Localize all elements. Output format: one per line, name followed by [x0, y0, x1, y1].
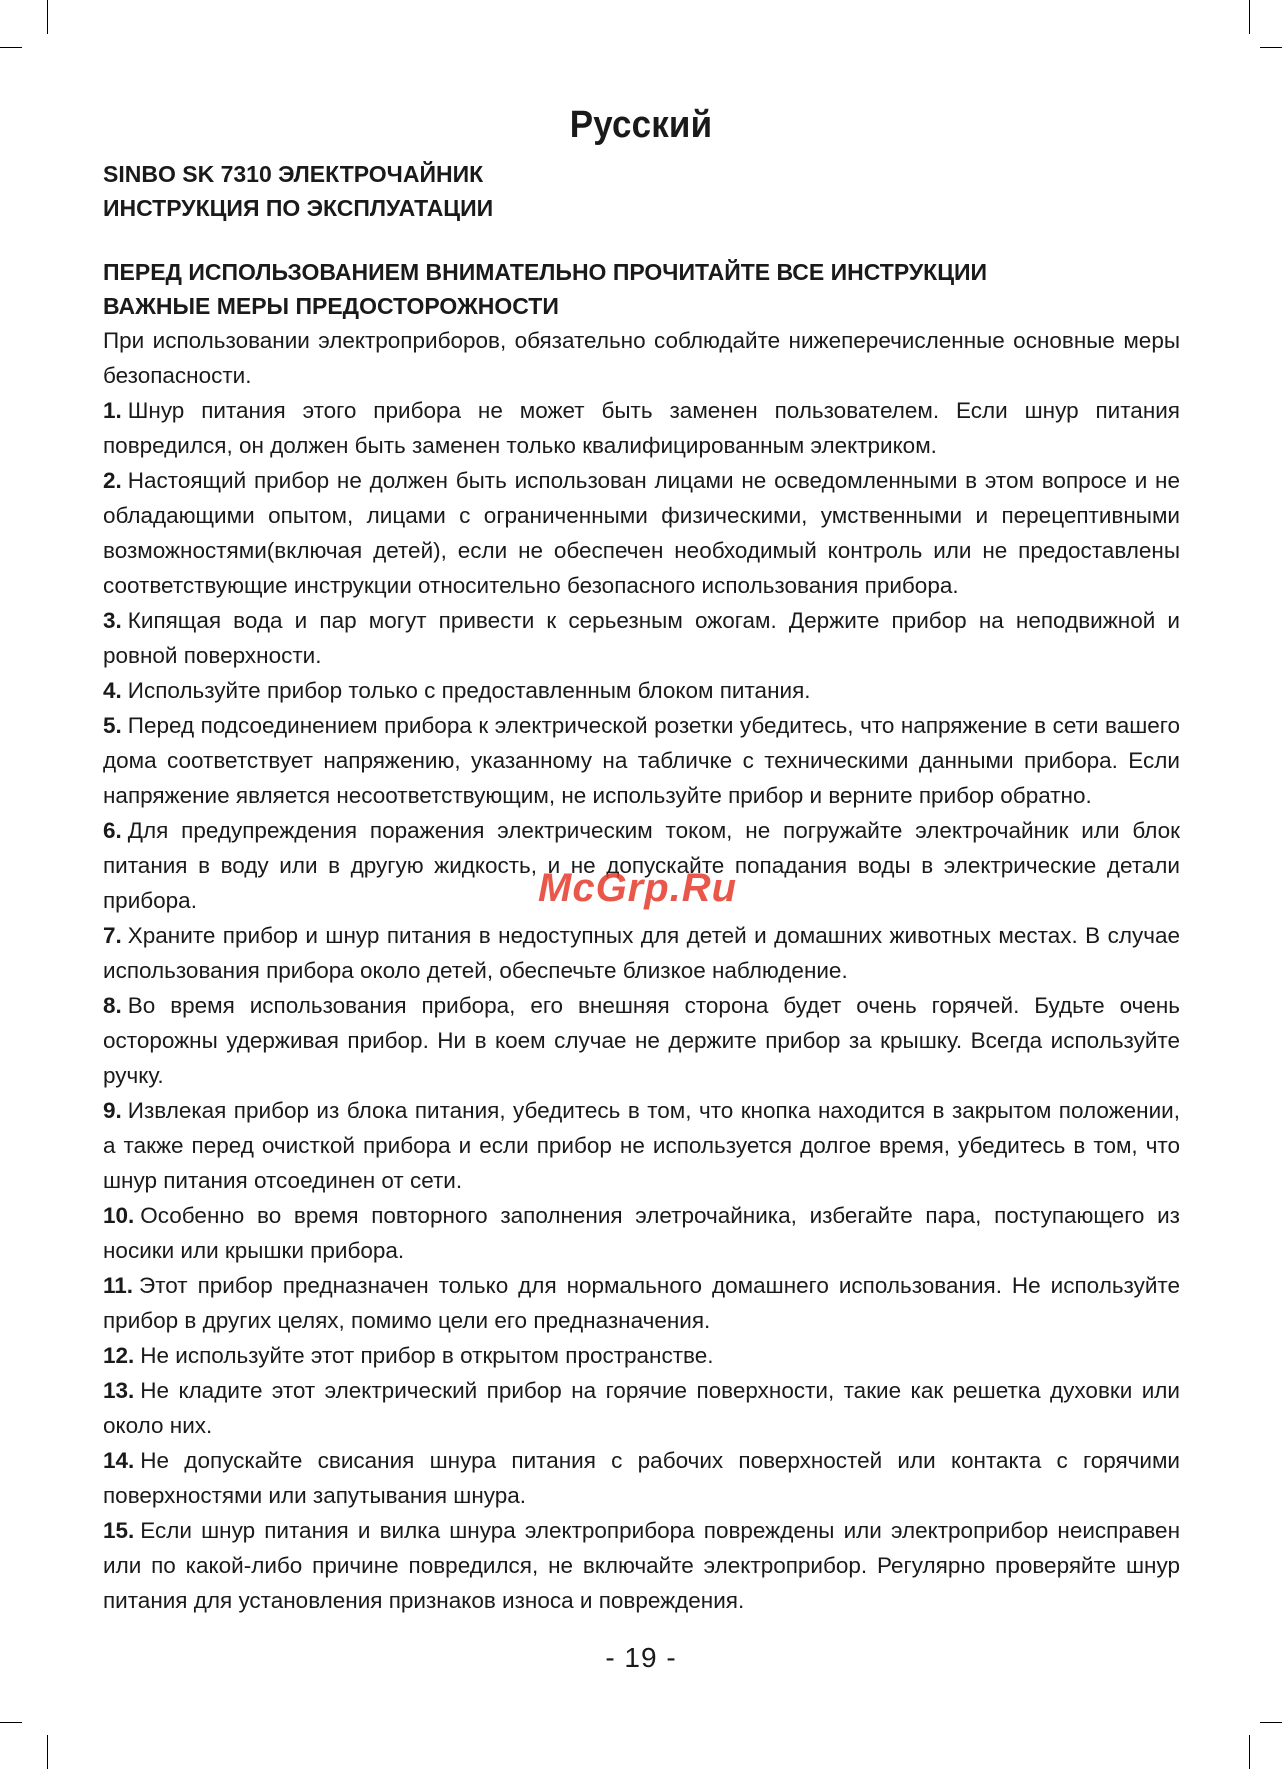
- list-item: [103, 603, 1180, 673]
- page-number: - 19 -: [605, 1642, 677, 1673]
- item-number: 3.: [103, 608, 122, 633]
- crop-mark: [0, 47, 22, 48]
- item-text: Не используйте этот прибор в открытом пространстве.: [140, 1343, 714, 1368]
- item-number: 13.: [103, 1378, 135, 1403]
- item-number: 2.: [103, 468, 122, 493]
- item-number: 4.: [103, 678, 122, 703]
- crop-mark: [47, 0, 48, 34]
- crop-mark: [47, 1735, 48, 1769]
- item-text: Извлекая прибор из блока питания, убедитесь в том, что кнопка находится в закрытом положении, а также перед очисткой прибора и если прибор не используется долгое время, убедитесь в том, что шнур питания отсоединен от сети.: [103, 1098, 1180, 1193]
- list-item: [103, 1373, 1180, 1443]
- item-number: 7.: [103, 923, 122, 948]
- item-text: Если шнур питания и вилка шнура электроприбора повреждены или электроприбор неисправен или по какой-либо причине повредился, не включайте электроприбор. Регулярно проверяйте шнур питания для установления признаков износа и повреждения.: [103, 1518, 1180, 1613]
- item-text: Не кладите этот электрический прибор на горячие поверхности, такие как решетка духовки или около них.: [103, 1378, 1180, 1438]
- item-text: Во время использования прибора, его внешняя сторона будет очень горячей. Будьте очень осторожны удерживая прибор. Ни в коем случае не держите прибор за крышку. Всегда используйте ручку.: [103, 993, 1180, 1088]
- product-title: SINBO SK 7310 ЭЛЕКТРОЧАЙНИК: [103, 161, 484, 187]
- item-number: 8.: [103, 993, 122, 1018]
- item-text: Перед подсоединением прибора к электрической розетки убедитесь, что напряжение в сети вашего дома соответствует напряжению, указанному на табличке с техническими данными прибора. Если напряжение является несоответствующим, не используйте прибор и верните прибор обратно.: [103, 713, 1180, 808]
- item-text: Не допускайте свисания шнура питания с рабочих поверхностей или контакта с горячими поверхностями или запутывания шнура.: [103, 1448, 1180, 1508]
- list-item: [103, 1513, 1180, 1618]
- warning-heading: ПЕРЕД ИСПОЛЬЗОВАНИЕМ ВНИМАТЕЛЬНО ПРОЧИТАЙТЕ ВСЕ ИНСТРУКЦИИ: [103, 259, 988, 285]
- crop-mark: [1249, 1735, 1250, 1769]
- item-number: 9.: [103, 1098, 122, 1123]
- list-item: [103, 463, 1180, 603]
- item-number: 6.: [103, 818, 122, 843]
- list-item: [103, 1198, 1180, 1268]
- intro-paragraph: При использовании электроприборов, обязательно соблюдайте нижеперечисленные основные меры безопасности.: [103, 328, 1180, 388]
- list-item: [103, 988, 1180, 1093]
- list-item: [103, 673, 1180, 708]
- item-number: 11.: [103, 1273, 134, 1298]
- list-item: [103, 1338, 1180, 1373]
- item-text: Храните прибор и шнур питания в недоступных для детей и домашних животных местах. В случае использования прибора около детей, обеспечьте близкое наблюдение.: [103, 923, 1180, 983]
- item-text: Используйте прибор только с предоставленным блоком питания.: [127, 678, 811, 703]
- item-text: Настоящий прибор не должен быть использован лицами не осведомленными в этом вопросе и не обладающими опытом, лицами с ограниченными физическими, умственными и перецептивными возможностями(включая детей), если не обеспечен необходимый контроль или не предоставлены соответствующие инструкции относительно безопасного использования прибора.: [103, 468, 1180, 598]
- crop-mark: [1260, 1722, 1282, 1723]
- item-text: Особенно во время повторного заполнения элетрочайника, избегайте пара, поступающего из носики или крышки прибора.: [103, 1203, 1180, 1263]
- item-text: Этот прибор предназначен только для нормального домашнего использования. Не используйте прибор в других целях, помимо цели его предназначения.: [103, 1273, 1180, 1333]
- item-number: 12.: [103, 1343, 135, 1368]
- item-number: 1.: [103, 398, 122, 423]
- item-text: Для предупреждения поражения электрическим током, не погружайте электрочайник или блок питания в воду или в другую жидкость, и не допускайте попадания воды в электрические детали прибора.: [103, 818, 1180, 913]
- list-item: [103, 708, 1180, 813]
- item-number: 5.: [103, 713, 122, 738]
- watermark: McGrp.Ru: [538, 866, 738, 910]
- item-text: Кипящая вода и пар могут привести к серьезным ожогам. Держите прибор на неподвижной и ровной поверхности.: [103, 608, 1180, 668]
- list-item: [103, 1443, 1180, 1513]
- item-text: Шнур питания этого прибора не может быть заменен пользователем. Если шнур питания повредился, он должен быть заменен только квалифицированным электриком.: [103, 398, 1180, 458]
- safety-heading: ВАЖНЫЕ МЕРЫ ПРЕДОСТОРОЖНОСТИ: [103, 293, 559, 319]
- crop-mark: [1260, 47, 1282, 48]
- safety-list: [103, 393, 1180, 1618]
- item-number: 15.: [103, 1518, 135, 1543]
- list-item: [103, 1268, 1180, 1338]
- crop-mark: [0, 1722, 22, 1723]
- list-item: [103, 393, 1180, 463]
- crop-mark: [1249, 0, 1250, 34]
- page-language-title: Русский: [569, 104, 713, 146]
- list-item: [103, 918, 1180, 988]
- manual-title: ИНСТРУКЦИЯ ПО ЭКСПЛУАТАЦИИ: [103, 195, 494, 221]
- item-number: 14.: [103, 1448, 135, 1473]
- list-item: [103, 1093, 1180, 1198]
- item-number: 10.: [103, 1203, 135, 1228]
